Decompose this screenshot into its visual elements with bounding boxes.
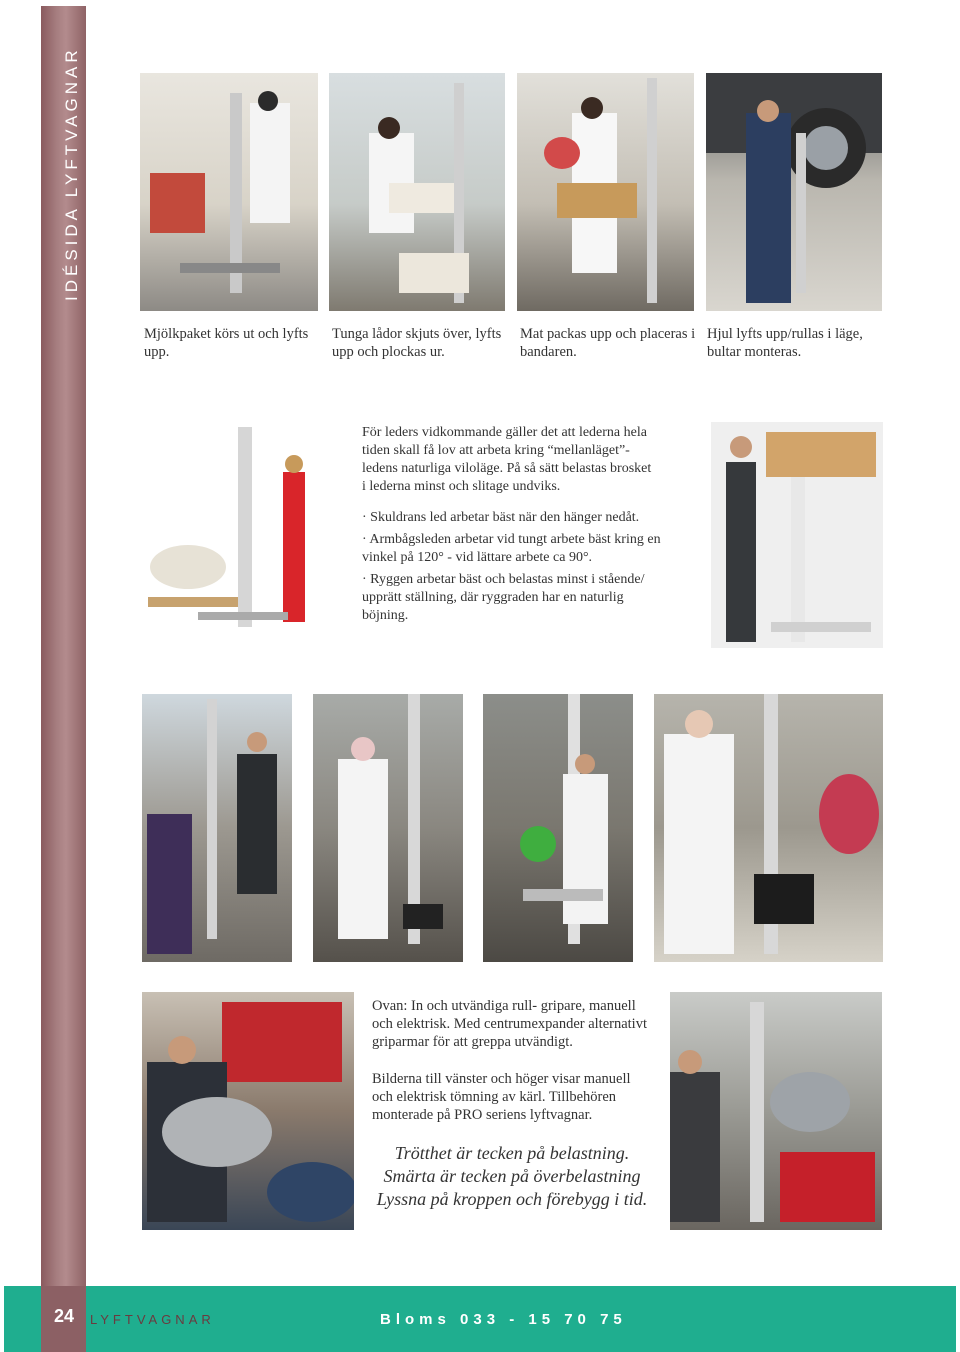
side-label-text: IDÉSIDA LYFTVAGNAR (62, 46, 81, 301)
photo-roll-worker-1 (142, 694, 292, 962)
quote-block (362, 1142, 662, 1211)
bullet-elbow: · Armbågsleden arbetar vid tungt arbete bäst kring en vinkel på 120° - vid lättare arbete ca 90°. (362, 532, 661, 565)
ergonomics-intro: För leders vidkommande gäller det att lederna hela tiden skall få lov att arbeta kring “mellanläget”-ledens naturliga viloläge. På så sätt belastas brosket i lederna minst och slitage undviks. (362, 425, 652, 494)
photo-container-electric (670, 992, 882, 1230)
caption-boxes: Tunga lådor skjuts över, lyfts upp och plockas ur. (332, 326, 502, 360)
photo-roll-worker-2 (313, 694, 463, 962)
bullet-shoulder: · Skuldrans led arbetar bäst när den hänger nedåt. (362, 510, 640, 525)
bullet-back: · Ryggen arbetar bäst och belastas minst i stående/ upprätt ställning, där ryggraden har en naturlig böjning. (362, 572, 645, 623)
ergonomics-bullets (362, 509, 667, 625)
footer-section-label: LYFTVAGNAR (90, 1312, 215, 1327)
photo-pallet-lifter (711, 422, 883, 648)
quote-line-3: Lyssna på kroppen och förebygg i tid. (376, 1189, 648, 1209)
side-label (41, 46, 86, 310)
photo-wheel-mounting (706, 73, 882, 311)
photo-food-packing (517, 73, 694, 311)
quote-line-1: Trötthet är tecken på belastning. (394, 1143, 630, 1163)
caption-wheel: Hjul lyfts upp/rullas i läge, bultar monteras. (707, 326, 863, 360)
caption-milk: Mjölkpaket körs ut och lyfts upp. (144, 326, 309, 360)
grippers-text: Ovan: In och utvändiga rull- gripare, manuell och elektrisk. Med centrumexpander alternativt griparmar för att greppa utvändigt. (372, 998, 647, 1050)
photo-container-manual (142, 992, 354, 1230)
photo-milk-cartons (140, 73, 318, 311)
photo-roll-worker-3 (483, 694, 633, 962)
photo-heavy-boxes (329, 73, 505, 311)
containers-text: Bilderna till vänster och höger visar manuell och elektrisk tömning av kärl. Tillbehören monterade på PRO seriens lyftvagnar. (372, 1071, 631, 1123)
photo-roll-lifter-red (138, 422, 311, 648)
quote-line-2: Smärta är tecken på överbelastning (383, 1166, 641, 1186)
caption-food: Mat packas upp och placeras i bandaren. (520, 326, 696, 360)
photo-roll-worker-4 (654, 694, 883, 962)
footer-contact: Bloms 033 - 15 70 75 (380, 1311, 627, 1328)
page-number: 24 (53, 1306, 75, 1326)
